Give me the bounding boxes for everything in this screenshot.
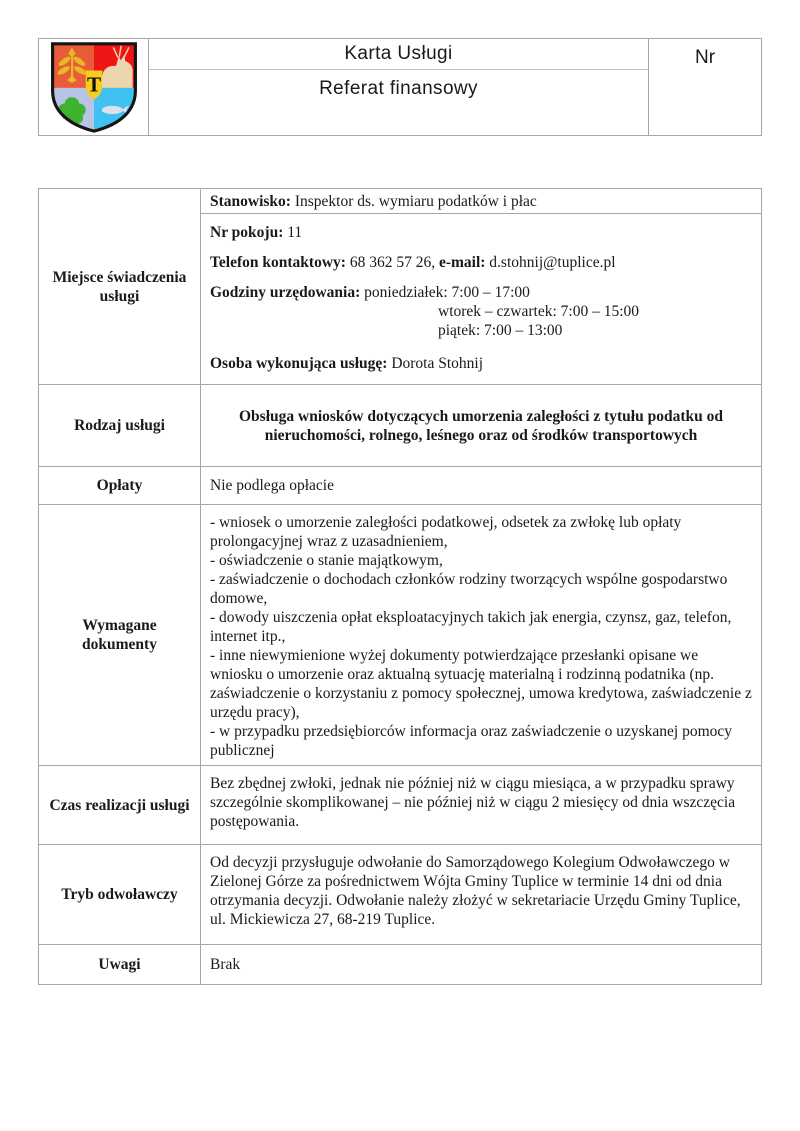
fees-value: Nie podlega opłacie <box>210 477 334 494</box>
email-value: d.stohnij@tuplice.pl <box>485 254 616 271</box>
document-item: - dowody uiszczenia opłat eksploatacyjnych takich jak energia, czynsz, gaz, telefon, internet itp., <box>210 609 732 645</box>
header-table <box>38 38 762 136</box>
row-notes <box>39 944 761 984</box>
row-label: Opłaty <box>39 467 201 504</box>
row-label: Miejsce świadczenia usługi <box>39 189 201 384</box>
row-service-location <box>39 189 761 384</box>
room-label: Nr pokoju: <box>210 224 284 241</box>
contact-details <box>201 214 761 384</box>
central-escutcheon <box>85 70 102 99</box>
document-item: - wniosek o umorzenie zaległości podatkowej, odsetek za zwłokę lub opłaty prolongacyjnej wraz z uzasadnieniem, <box>210 514 682 550</box>
hours-line-friday: piątek: 7:00 – 13:00 <box>438 322 563 339</box>
person-line <box>210 354 752 373</box>
document-item: - oświadczenie o stanie majątkowym, <box>210 552 443 569</box>
gmina-tuplice-coat-of-arms-icon <box>48 39 140 135</box>
escutcheon-letter: T <box>86 72 101 97</box>
row-label: Tryb odwoławczy <box>39 845 201 944</box>
hours-label: Godziny urzędowania: <box>210 284 361 301</box>
service-card-table <box>38 188 762 985</box>
row-service-type <box>39 384 761 466</box>
email-label: e-mail: <box>438 254 486 271</box>
logo-cell <box>39 39 149 135</box>
row-label: Wymagane dokumenty <box>39 505 201 765</box>
row-processing-time <box>39 765 761 844</box>
row-required-documents <box>39 504 761 765</box>
notes-value: Brak <box>210 956 241 973</box>
nr-label: Nr <box>694 47 716 68</box>
document-item: - inne niewymienione wyżej dokumenty potwierdzające przesłanki opisane we wniosku o umorzenie oraz aktualną sytuację materialną i rodzinną podatnika (np. zaświadczenie o korzystaniu z pomocy społecznej, umowa kredytowa, zaświadczenie z urzędu pracy), <box>210 647 752 721</box>
phone-label: Telefon kontaktowy: <box>210 254 346 271</box>
hours-line-monday <box>210 283 752 302</box>
title-cell <box>149 39 649 135</box>
position-label: Stanowisko: <box>210 192 291 210</box>
required-documents-list <box>201 505 761 765</box>
row-fees <box>39 466 761 504</box>
room-value: 11 <box>283 224 303 241</box>
hours-monday: poniedziałek: 7:00 – 17:00 <box>360 284 530 301</box>
document-item: - w przypadku przedsiębiorców informacja oraz zaświadczenie o uzyskanej pomocy publicznej <box>210 723 733 759</box>
service-location-content <box>201 189 761 384</box>
phone-value: 68 362 57 26, <box>345 254 439 271</box>
department-subtitle: Referat finansowy <box>319 78 478 99</box>
row-label: Uwagi <box>39 945 201 984</box>
processing-time-value: Bez zbędnej zwłoki, jednak nie później niż w ciągu miesiąca, a w przypadku sprawy szczególnie skomplikowanej – nie później niż w ciągu 2 miesięcy od dnia wszczęcia postępowania. <box>210 775 736 830</box>
person-label: Osoba wykonująca usługę: <box>210 355 388 372</box>
appeal-value: Od decyzji przysługuje odwołanie do Samorządowego Kolegium Odwoławczego w Zielonej Górze za pośrednictwem Wójta Gminy Tuplice w terminie 14 dni od dnia otrzymania decyzji. Odwołanie należy złożyć w sekretariacie Urzędu Gminy Tuplice, ul. Mickiewicza 27, 68-219 Tuplice. <box>210 854 741 928</box>
room-line <box>210 223 752 242</box>
service-type-value: Obsługa wniosków dotyczących umorzenia zaległości z tytułu podatku od nieruchomości, rolnego, leśnego oraz od środków transportowych <box>239 407 723 444</box>
document-title: Karta Usługi <box>149 39 648 70</box>
hours-line-tue-thu: wtorek – czwartek: 7:00 – 15:00 <box>438 303 640 320</box>
position-value: Inspektor ds. wymiaru podatków i płac <box>290 192 537 210</box>
row-label: Czas realizacji usługi <box>39 766 201 844</box>
row-label: Rodzaj usługi <box>39 385 201 466</box>
row-appeal-procedure <box>39 844 761 944</box>
position-line <box>201 189 761 214</box>
phone-email-line <box>210 253 752 272</box>
person-value: Dorota Stohnij <box>387 355 484 372</box>
document-item: - zaświadczenie o dochodach członków rodziny tworzących wspólne gospodarstwo domowe, <box>210 571 728 607</box>
